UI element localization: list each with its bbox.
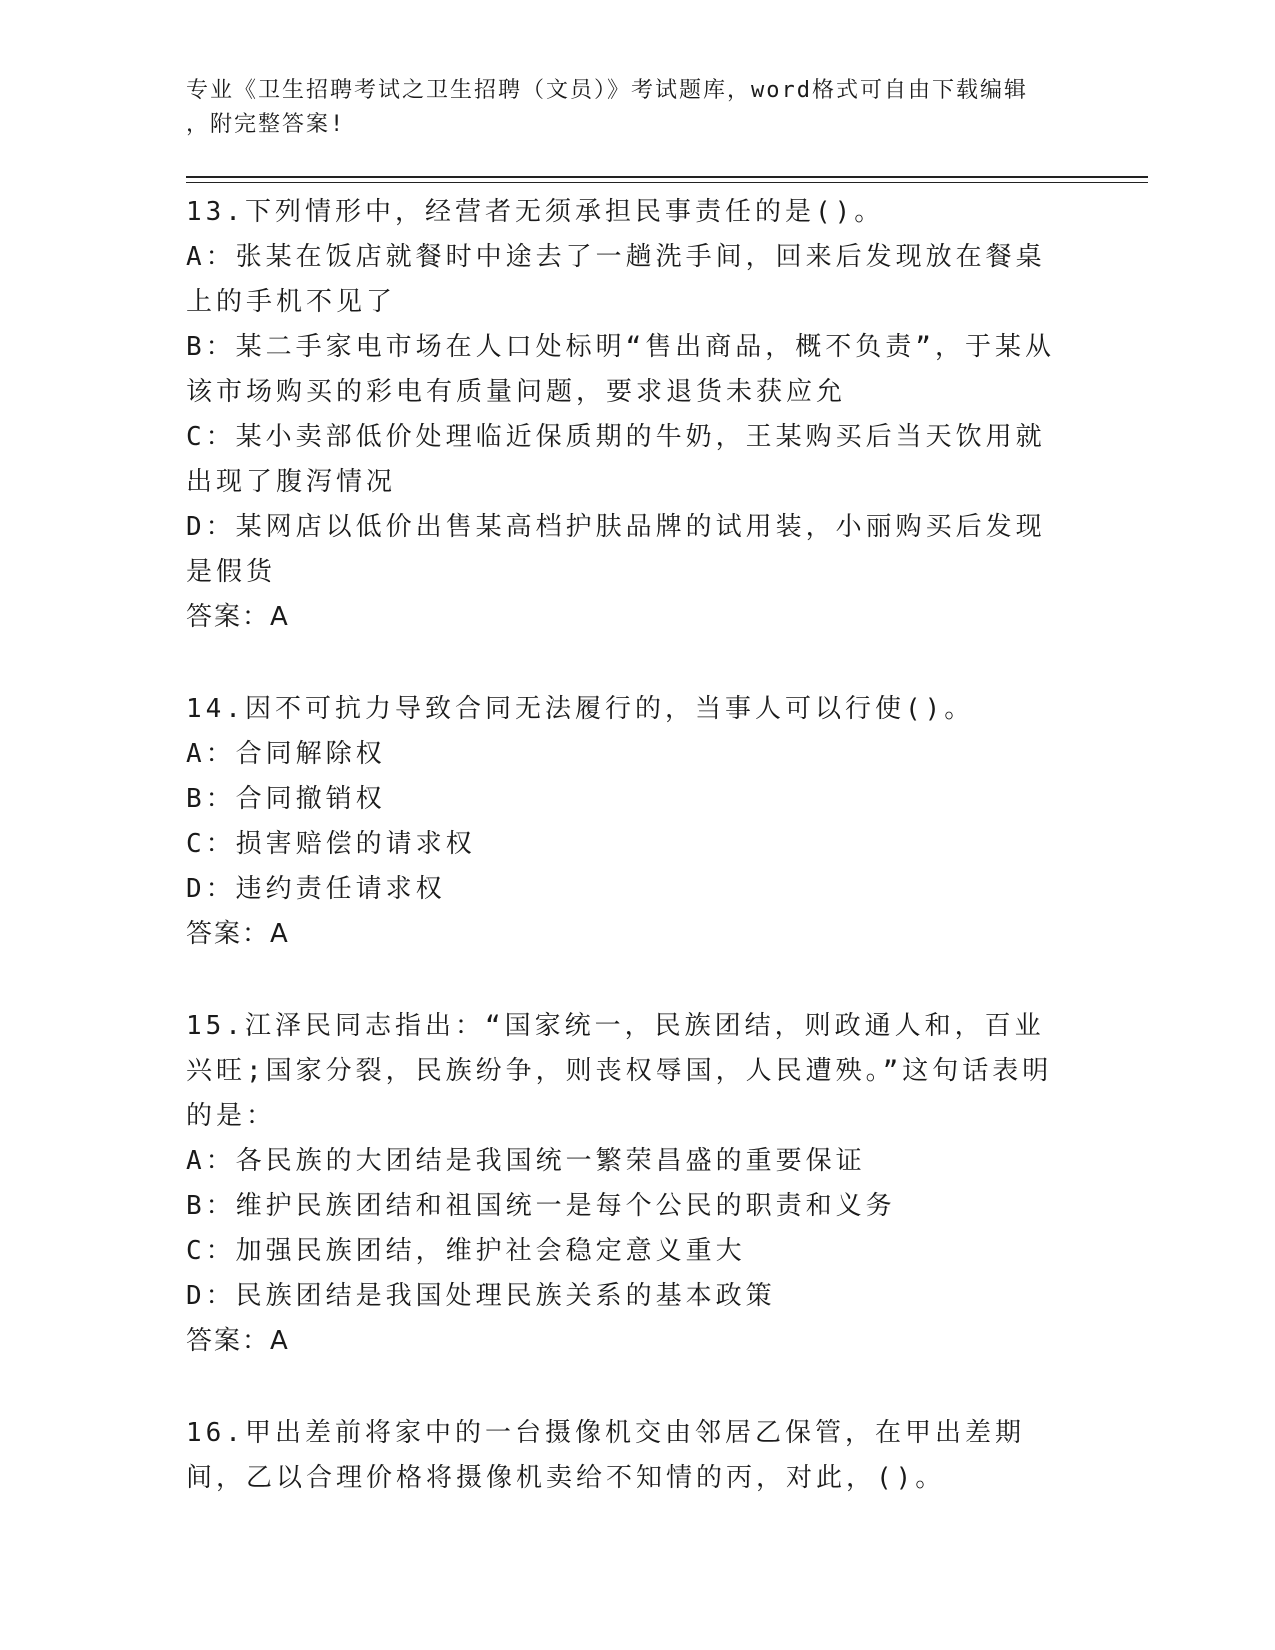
header-line-2: ，附完整答案! bbox=[186, 112, 346, 137]
question-13 bbox=[186, 190, 1066, 640]
question-list bbox=[186, 190, 1066, 1548]
option-b: B：维护民族团结和祖国统一是每个公民的职责和义务 bbox=[186, 1191, 896, 1221]
question-stem: 16.甲出差前将家中的一台摄像机交由邻居乙保管，在甲出差期间，乙以合理价格将摄像机卖给不知情的丙，对此，()。 bbox=[186, 1418, 1025, 1493]
answer-label: 答案：A bbox=[186, 602, 290, 632]
header-line-1: 专业《卫生招聘考试之卫生招聘（文员）》考试题库，word格式可自由下载编辑 bbox=[186, 78, 1028, 103]
option-b: B：合同撤销权 bbox=[186, 784, 386, 814]
answer-label: 答案：A bbox=[186, 919, 290, 949]
question-14 bbox=[186, 687, 1066, 957]
option-d: D：某网店以低价出售某高档护肤品牌的试用装，小丽购买后发现是假货 bbox=[186, 512, 1046, 587]
answer-label: 答案：A bbox=[186, 1326, 290, 1356]
option-c: C：某小卖部低价处理临近保质期的牛奶，王某购买后当天饮用就出现了腹泻情况 bbox=[186, 422, 1046, 497]
question-15 bbox=[186, 1004, 1066, 1364]
document-header bbox=[186, 74, 1066, 142]
question-stem: 14.因不可抗力导致合同无法履行的，当事人可以行使()。 bbox=[186, 694, 975, 724]
question-16 bbox=[186, 1411, 1066, 1501]
option-c: C：损害赔偿的请求权 bbox=[186, 829, 476, 859]
option-a: A：合同解除权 bbox=[186, 739, 386, 769]
question-stem: 13.下列情形中，经营者无须承担民事责任的是()。 bbox=[186, 197, 885, 227]
question-stem: 15.江泽民同志指出：“国家统一，民族团结，则政通人和，百业兴旺;国家分裂，民族纷争，则丧权辱国，人民遭殃。”这句话表明的是： bbox=[186, 1011, 1053, 1131]
option-c: C：加强民族团结，维护社会稳定意义重大 bbox=[186, 1236, 746, 1266]
option-b: B：某二手家电市场在人口处标明“售出商品，概不负责”，于某从该市场购买的彩电有质量问题，要求退货未获应允 bbox=[186, 332, 1055, 407]
option-d: D：违约责任请求权 bbox=[186, 874, 446, 904]
header-rule-thin bbox=[186, 182, 1148, 183]
option-a: A：各民族的大团结是我国统一繁荣昌盛的重要保证 bbox=[186, 1146, 866, 1176]
header-rule-thick bbox=[186, 176, 1148, 178]
option-d: D：民族团结是我国处理民族关系的基本政策 bbox=[186, 1281, 776, 1311]
option-a: A：张某在饭店就餐时中途去了一趟洗手间，回来后发现放在餐桌上的手机不见了 bbox=[186, 242, 1046, 317]
